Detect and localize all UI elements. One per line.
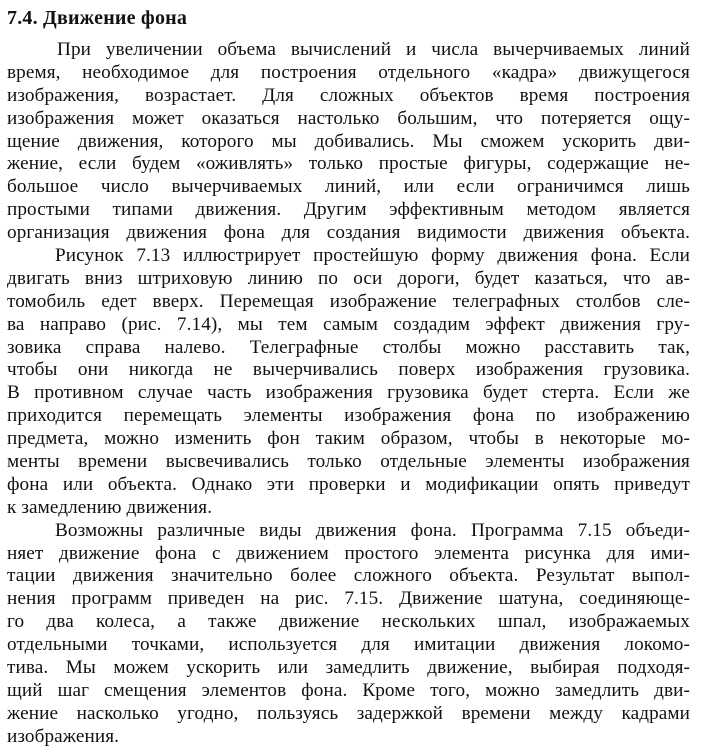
text-line: простыми типами движения. Другим эффективным методом является <box>7 199 690 221</box>
text-line: тива. Мы можем ускорить или замедлить движение, выбирая подходя- <box>7 657 690 679</box>
paragraph-3 <box>7 520 690 749</box>
text-line: большое число вычерчиваемых линий, или если ограничимся лишь <box>7 176 690 198</box>
text-line: к замедлению движения. <box>7 496 213 518</box>
text-line: изображения может оказаться настолько большим, что потеряется ощу- <box>7 107 690 129</box>
text-line: щение движения, которого мы добивались. Мы сможем ускорить дви- <box>7 130 690 152</box>
text-line: отдельными точками, используется для имитации движения локомо- <box>7 634 690 656</box>
text-line: томобиль едет вверх. Перемещая изображение телеграфных столбов сле- <box>7 290 690 312</box>
text-line: жение насколько угодно, пользуясь задержкой времени между кадрами <box>7 702 690 724</box>
text-line: тации движения значительно более сложного объекта. Результат выпол- <box>7 565 690 587</box>
paragraph-2 <box>7 245 690 520</box>
text-line: менты времени высвечивались только отдельные элементы изображения <box>7 451 690 473</box>
text-line: чтобы они никогда не вычерчивались поверх изображения грузовика. <box>7 359 690 381</box>
text-line: фона или объекта. Однако эти проверки и модификации опять приведут <box>7 473 690 495</box>
text-line: организация движения фона для создания видимости движения объекта. <box>7 222 690 244</box>
text-line: жение, если будем «оживлять» только простые фигуры, содержащие не- <box>7 153 690 175</box>
text-line: приходится перемещать элементы изображения фона по изображению <box>7 405 690 427</box>
text-line: няет движение фона с движением простого элемента рисунка для ими- <box>7 542 690 564</box>
text-line: нения программ приведен на рис. 7.15. Движение шатуна, соединяюще- <box>7 588 690 610</box>
text-line: щий шаг смещения элементов фона. Кроме того, можно замедлить дви- <box>7 679 690 701</box>
text-line: изображения, возрастает. Для сложных объектов время построения <box>7 84 690 106</box>
text-line: зовика справа налево. Телеграфные столбы можно расставить так, <box>7 336 690 358</box>
text-line: двигать вниз штриховую линию по оси дороги, будет казаться, что ав- <box>7 267 690 289</box>
paragraph-1 <box>7 39 690 245</box>
text-line: го два колеса, а также движение нескольких шпал, изображаемых <box>7 611 690 633</box>
section-heading: 7.4. Движение фона <box>7 7 188 29</box>
text-line: Возможны различные виды движения фона. Программа 7.15 объеди- <box>55 519 690 541</box>
text-line: В противном случае часть изображения грузовика будет стерта. Если же <box>7 382 690 404</box>
text-line: ва направо (рис. 7.14), мы тем самым создадим эффект движения гру- <box>7 313 690 335</box>
document-page <box>7 5 690 749</box>
text-line: время, необходимое для построения отдельного «кадра» движущегося <box>7 61 690 83</box>
text-line: изображения. <box>7 725 120 747</box>
text-line: При увеличении объема вычислений и числа вычерчиваемых линий <box>57 39 690 60</box>
text-line: Рисунок 7.13 иллюстрирует простейшую форму движения фона. Если <box>55 245 690 267</box>
text-line: предмета, можно изменить фон таким образом, чтобы в некоторые мо- <box>7 428 690 450</box>
